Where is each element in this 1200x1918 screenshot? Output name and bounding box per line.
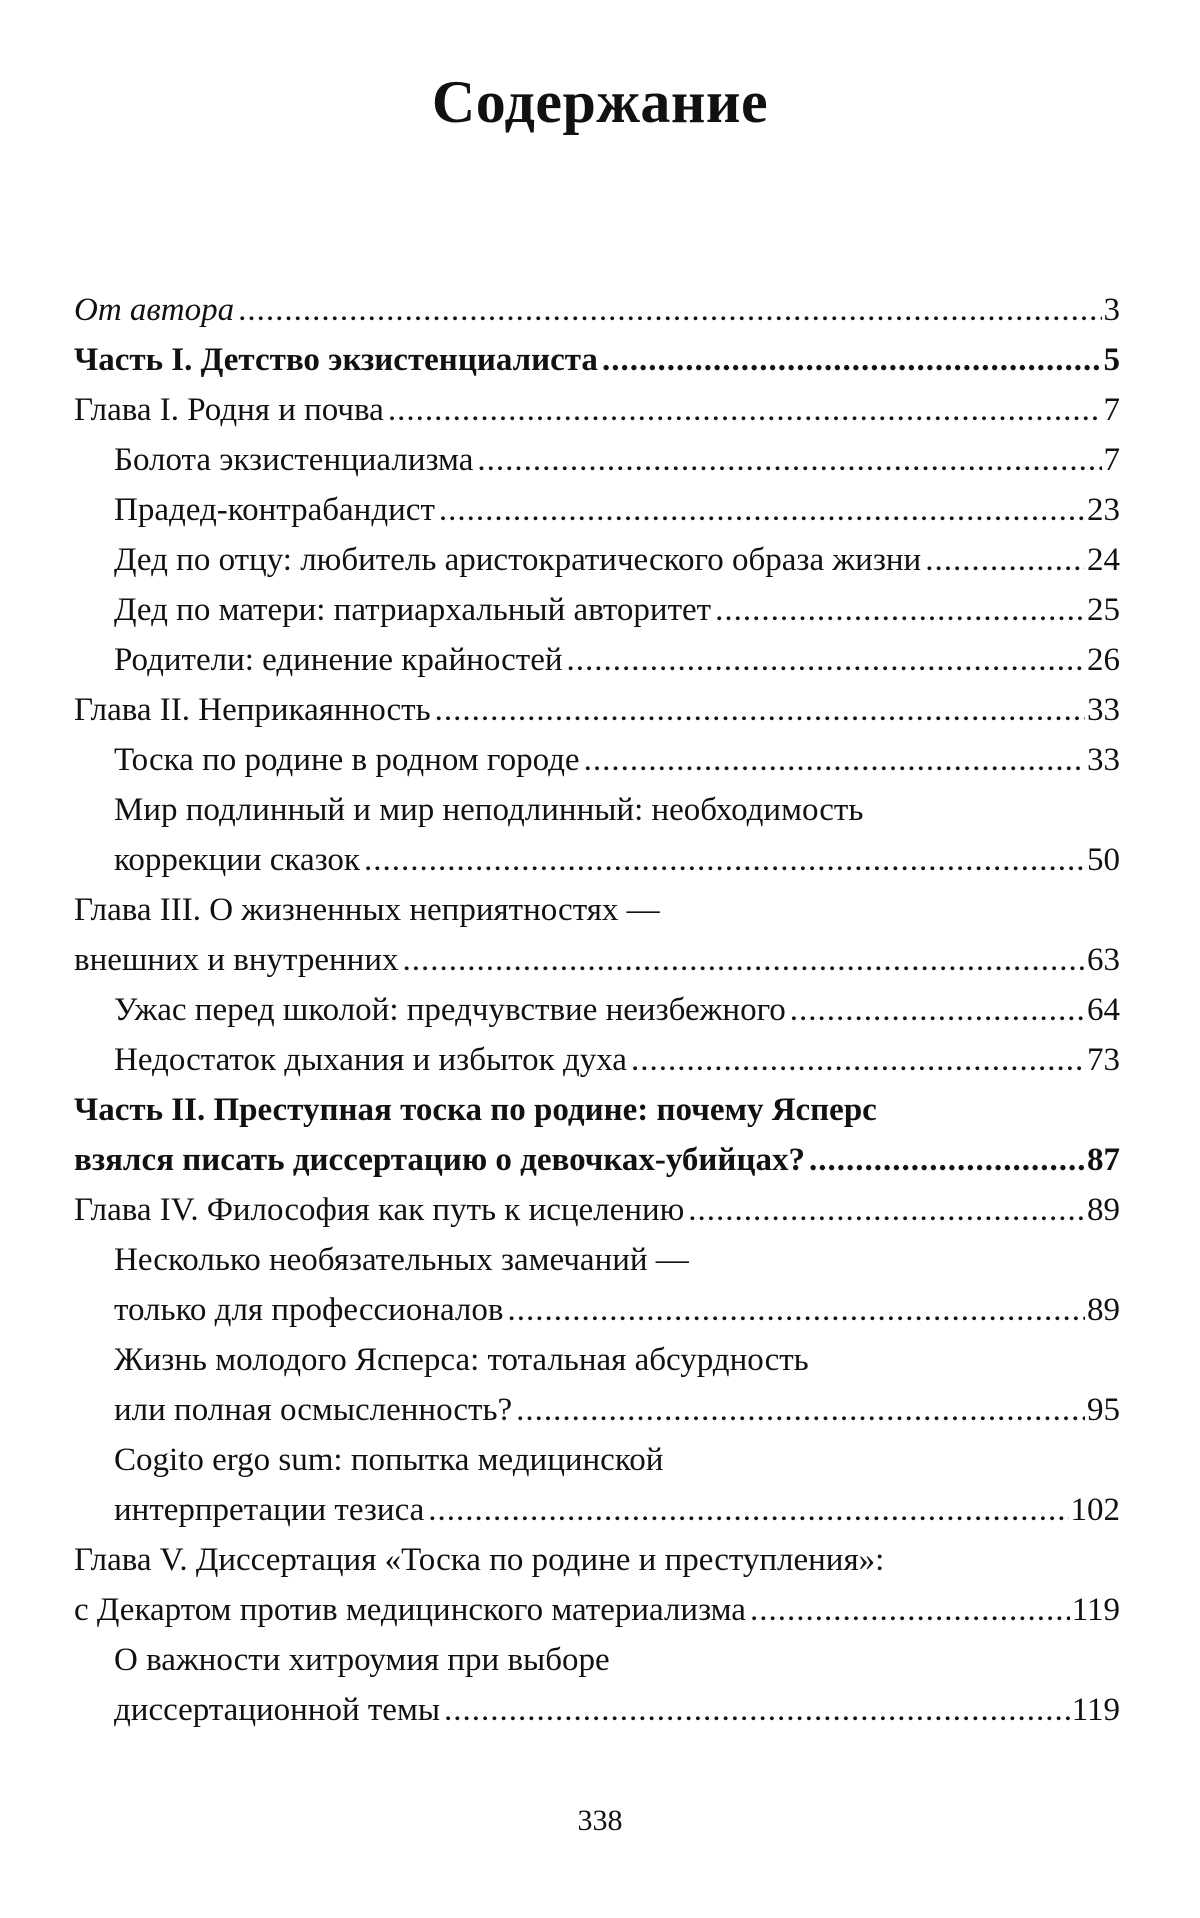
toc-entry-title: Мир подлинный и мир неподлинный: необходимость: [114, 792, 864, 828]
dot-leader: [750, 1585, 1070, 1635]
toc-entry-part-1: [74, 335, 1120, 385]
toc-entry-page: 5: [1103, 342, 1120, 378]
toc-entry-title: Часть I. Детство экзистенциалиста: [74, 342, 598, 378]
toc-entry-title: Болота экзистенциализма: [114, 442, 474, 478]
toc-entry-title: Прадед-контрабандист: [114, 492, 435, 528]
toc-entry-chapter-5-line2: [74, 1585, 1120, 1635]
toc-entry-title: коррекции сказок: [114, 842, 360, 878]
toc-entry-section-line1: [74, 1435, 1120, 1485]
toc-entry-section-line1: [74, 785, 1120, 835]
dot-leader: [715, 585, 1085, 635]
toc-entry-section-line2: [74, 1685, 1120, 1735]
toc-entry-page: 25: [1087, 592, 1120, 628]
toc-entry-title: Дед по отцу: любитель аристократического образа жизни: [114, 542, 922, 578]
dot-leader: [790, 985, 1085, 1035]
toc-entry-section: [74, 535, 1120, 585]
toc-entry-chapter-1: [74, 385, 1120, 435]
toc-entry-title: Глава II. Неприкаянность: [74, 692, 431, 728]
toc-entry-title: диссертационной темы: [114, 1692, 441, 1728]
toc-entry-title: Часть II. Преступная тоска по родине: почему Ясперс: [74, 1092, 877, 1128]
dot-leader: [428, 1485, 1068, 1535]
dot-leader: [567, 635, 1085, 685]
dot-leader: [364, 835, 1085, 885]
toc-entry-chapter-3-line2: [74, 935, 1120, 985]
toc-entry-page: 23: [1087, 492, 1120, 528]
toc-entry-page: 7: [1103, 392, 1120, 428]
dot-leader: [435, 685, 1085, 735]
table-of-contents: [74, 285, 1120, 1735]
toc-entry-part-2-line1: [74, 1085, 1120, 1135]
toc-entry-page: 119: [1071, 1692, 1120, 1728]
dot-leader: [402, 935, 1085, 985]
toc-entry-title: взялся писать диссертацию о девочках-убийцах?: [74, 1142, 805, 1178]
dot-leader: [631, 1035, 1085, 1085]
dot-leader: [809, 1135, 1085, 1185]
toc-entry-section: [74, 1035, 1120, 1085]
dot-leader: [925, 535, 1085, 585]
toc-entry-title: с Декартом против медицинского материализма: [74, 1592, 746, 1628]
toc-entry-title: Недостаток дыхания и избыток духа: [114, 1042, 627, 1078]
dot-leader: [688, 1185, 1085, 1235]
toc-entry-page: 89: [1087, 1292, 1120, 1328]
toc-entry-section-line2: [74, 835, 1120, 885]
toc-entry-page: 102: [1070, 1492, 1120, 1528]
dot-leader: [477, 435, 1101, 485]
toc-entry-page: 33: [1087, 742, 1120, 778]
toc-entry-title: Глава I. Родня и почва: [74, 392, 384, 428]
toc-entry-section: [74, 735, 1120, 785]
toc-entry-title: О важности хитроумия при выборе: [114, 1642, 610, 1678]
toc-entry-title: внешних и внутренних: [74, 942, 399, 978]
toc-entry-title: От автора: [74, 292, 235, 328]
toc-entry-section: [74, 435, 1120, 485]
dot-leader: [602, 335, 1102, 385]
toc-entry-title: Жизнь молодого Ясперса: тотальная абсурдность: [114, 1342, 809, 1378]
toc-entry-section: [74, 485, 1120, 535]
toc-entry-part-2-line2: [74, 1135, 1120, 1185]
toc-entry-section-line1: [74, 1635, 1120, 1685]
toc-entry-section-line2: [74, 1285, 1120, 1335]
page-title: Содержание: [431, 69, 769, 135]
toc-entry-section: [74, 585, 1120, 635]
toc-entry-page: 33: [1087, 692, 1120, 728]
toc-entry-page: 64: [1087, 992, 1120, 1028]
dot-leader: [439, 485, 1085, 535]
toc-entry-title: Родители: единение крайностей: [114, 642, 563, 678]
dot-leader: [444, 1685, 1070, 1735]
toc-entry-title: Глава IV. Философия как путь к исцелению: [74, 1192, 685, 1228]
toc-entry-title: Несколько необязательных замечаний —: [114, 1242, 689, 1278]
toc-entry-page: 95: [1087, 1392, 1120, 1428]
toc-entry-page: 63: [1087, 942, 1120, 978]
dot-leader: [507, 1285, 1085, 1335]
toc-entry-section-line2: [74, 1385, 1120, 1435]
page-number: 338: [577, 1804, 623, 1837]
toc-entry-title: Глава V. Диссертация «Тоска по родине и преступления»:: [74, 1542, 885, 1578]
toc-entry-title: Тоска по родине в родном городе: [114, 742, 580, 778]
toc-entry-chapter-2: [74, 685, 1120, 735]
toc-entry-page: 87: [1087, 1142, 1120, 1178]
toc-entry-page: 73: [1087, 1042, 1120, 1078]
toc-entry-title: только для профессионалов: [114, 1292, 504, 1328]
toc-entry-page: 50: [1087, 842, 1120, 878]
toc-entry-section-line1: [74, 1235, 1120, 1285]
toc-entry-section-line1: [74, 1335, 1120, 1385]
dot-leader: [584, 735, 1085, 785]
toc-entry-page: 26: [1087, 642, 1120, 678]
toc-entry-title: или полная осмысленность?: [114, 1392, 513, 1428]
toc-entry-page: 89: [1087, 1192, 1120, 1228]
toc-entry-foreword: [74, 285, 1120, 335]
toc-entry-page: 24: [1087, 542, 1120, 578]
toc-entry-title: Cogito ergo sum: попытка медицинской: [114, 1442, 664, 1478]
dot-leader: [238, 285, 1101, 335]
toc-entry-title: интерпретации тезиса: [114, 1492, 425, 1528]
toc-entry-chapter-3-line1: [74, 885, 1120, 935]
toc-entry-chapter-4: [74, 1185, 1120, 1235]
dot-leader: [388, 385, 1102, 435]
toc-entry-chapter-5-line1: [74, 1535, 1120, 1585]
toc-entry-title: Дед по матери: патриархальный авторитет: [114, 592, 712, 628]
toc-entry-page: 7: [1103, 442, 1120, 478]
toc-entry-section-line2: [74, 1485, 1120, 1535]
toc-entry-section: [74, 635, 1120, 685]
dot-leader: [516, 1385, 1085, 1435]
toc-entry-title: Ужас перед школой: предчувствие неизбежного: [114, 992, 786, 1028]
toc-entry-section: [74, 985, 1120, 1035]
toc-entry-page: 3: [1103, 292, 1120, 328]
toc-entry-title: Глава III. О жизненных неприятностях —: [74, 892, 660, 928]
toc-entry-page: 119: [1071, 1592, 1120, 1628]
